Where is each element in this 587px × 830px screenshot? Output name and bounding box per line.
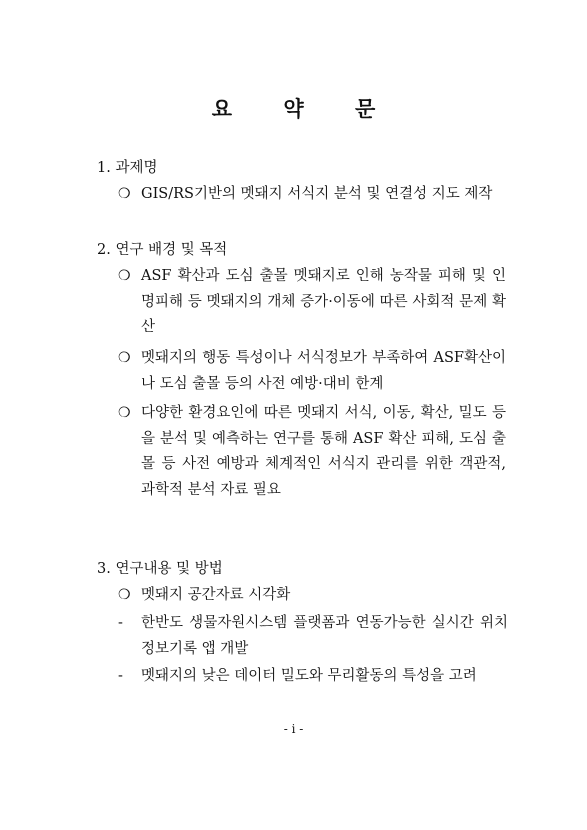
dash-item (118, 611, 508, 662)
list-item (118, 182, 506, 208)
dash-bullet: - (118, 668, 123, 684)
section-heading-3: 3. 연구내용 및 방법 (97, 561, 223, 577)
circle-bullet-icon: ❍ (118, 186, 131, 202)
circle-bullet-icon: ❍ (118, 405, 131, 421)
section-heading-2: 2. 연구 배경 및 목적 (97, 242, 228, 258)
list-item-text: 멧돼지의 행동 특성이나 서식정보가 부족하여 ASF확산이나 도심 출몰 등의 사전 예방·대비 한계 (141, 350, 506, 392)
dash-item-text: 멧돼지의 낮은 데이터 밀도와 무리활동의 특성을 고려 (141, 668, 477, 684)
list-item (118, 401, 506, 503)
circle-bullet-icon: ❍ (118, 350, 131, 366)
circle-bullet-icon: ❍ (118, 587, 131, 603)
page-number: - i - (283, 722, 304, 736)
dash-item-text: 한반도 생물자원시스템 플랫폼과 연동가능한 실시간 위치 정보기록 앱 개발 (141, 615, 508, 657)
list-item (118, 583, 506, 609)
title-char: 문 (354, 96, 376, 121)
list-item-text: 다양한 환경요인에 따른 멧돼지 서식, 이동, 확산, 밀도 등을 분석 및 예측하는 연구를 통해 ASF 확산 피해, 도심 출몰 등 사전 예방과 체계적인 서식지 관리를 위한 객관적, 과학적 분석 자료 필요 (141, 405, 506, 498)
section-heading-1: 1. 과제명 (97, 160, 158, 176)
list-item (118, 264, 506, 341)
title-char: 약 (283, 96, 304, 121)
dash-bullet: - (118, 615, 123, 631)
list-item (118, 346, 506, 397)
list-item-text: ASF 확산과 도심 출몰 멧돼지로 인해 농작물 피해 및 인명피해 등 멧돼지의 개체 증가·이동에 따른 사회적 문제 확산 (141, 268, 506, 335)
circle-bullet-icon: ❍ (118, 268, 131, 284)
document-title (0, 93, 587, 123)
list-item-text: 멧돼지 공간자료 시각화 (141, 587, 291, 603)
title-char: 요 (211, 96, 233, 121)
list-item-text: GIS/RS기반의 멧돼지 서식지 분석 및 연결성 지도 제작 (141, 186, 493, 202)
dash-item (118, 664, 508, 690)
